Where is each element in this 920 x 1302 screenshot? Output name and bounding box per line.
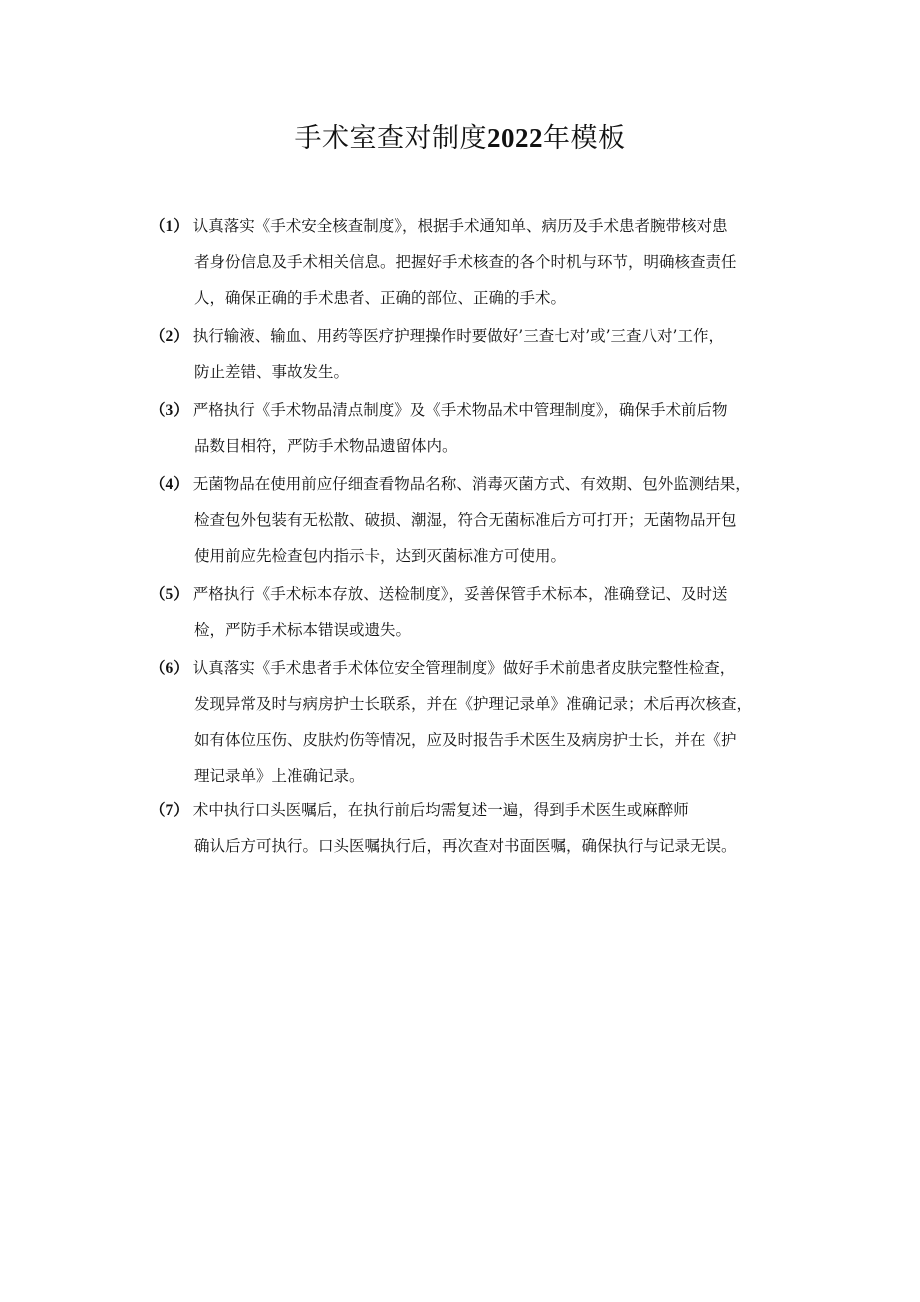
rule-text: 使用前应先检查包内指示卡，达到灭菌标准方可使用。 (194, 547, 567, 565)
rule-first-line (150, 400, 728, 420)
rule-continuation-line (194, 620, 411, 640)
rule-text: 确认后方可执行。口头医嘱执行后，再次查对书面医嘱，确保执行与记录无误。 (194, 837, 737, 855)
rule-number: （2） (150, 328, 189, 345)
rule-text: 认真落实《手术患者手术体位安全管理制度》做好手术前患者皮肤完整性检查， (192, 659, 736, 677)
rule-continuation-line (194, 766, 365, 786)
rule-continuation-line (194, 288, 566, 308)
rule-text: 严格执行《手术标本存放、送检制度》，妥善保管手术标本，准确登记、及时送 (192, 585, 728, 603)
rule-number: （7） (150, 802, 189, 819)
rule-number: （3） (150, 402, 189, 419)
rule-first-line (150, 800, 689, 820)
rule-text: 如有体位压伤、皮肤灼伤等情况，应及时报告手术医生及病房护士长，并在《护 (194, 731, 737, 749)
rule-number: （4） (150, 476, 189, 493)
title-suffix: 年模板 (543, 123, 626, 154)
rule-continuation-line (194, 836, 737, 856)
rule-text: 无菌物品在使用前应仔细查看物品名称、消毒灭菌方式、有效期、包外监测结果， (192, 475, 751, 493)
rule-text: 执行输液、输血、用药等医疗护理操作时要做好’三查七对’或’三查八对’工作， (192, 327, 724, 345)
rule-continuation-line (194, 730, 737, 750)
rule-number: （5） (150, 586, 189, 603)
rule-text: 者身份信息及手术相关信息。把握好手术核查的各个时机与环节，明确核查责任 (194, 253, 737, 271)
rule-continuation-line (194, 694, 752, 714)
title-year: 2022 (487, 123, 543, 153)
rule-first-line (150, 658, 735, 678)
rule-continuation-line (194, 436, 458, 456)
rule-continuation-line (194, 546, 566, 566)
rule-text: 严格执行《手术物品清点制度》及《手术物品术中管理制度》，确保手术前后物 (192, 401, 728, 419)
rule-text: 人，确保正确的手术患者、正确的部位、正确的手术。 (194, 289, 567, 307)
document-title (0, 118, 920, 159)
rule-text: 检查包外包装有无松散、破损、潮湿，符合无菌标准后方可打开；无菌物品开包 (194, 511, 737, 529)
rule-first-line (150, 584, 728, 604)
rule-text: 认真落实《手术安全核查制度》，根据手术通知单、病历及手术患者腕带核对患 (192, 217, 728, 235)
rule-number: （1） (150, 218, 189, 235)
rule-text: 术中执行口头医嘱后，在执行前后均需复述一遍，得到手术医生或麻醉师 (192, 801, 689, 819)
rule-text: 防止差错、事故发生。 (194, 363, 350, 381)
rule-text: 发现异常及时与病房护士长联系，并在《护理记录单》准确记录；术后再次核查， (194, 695, 753, 713)
rule-first-line (150, 474, 751, 494)
rule-number: （6） (150, 660, 189, 677)
rule-first-line (150, 326, 724, 346)
rule-first-line (150, 216, 728, 236)
rule-continuation-line (194, 252, 737, 272)
rule-text: 理记录单》上准确记录。 (194, 767, 365, 785)
rule-text: 品数目相符，严防手术物品遗留体内。 (194, 437, 458, 455)
rule-continuation-line (194, 362, 349, 382)
title-prefix: 手术室查对制度 (294, 123, 487, 154)
rule-text: 检，严防手术标本错误或遗失。 (194, 621, 412, 639)
rule-continuation-line (194, 510, 737, 530)
